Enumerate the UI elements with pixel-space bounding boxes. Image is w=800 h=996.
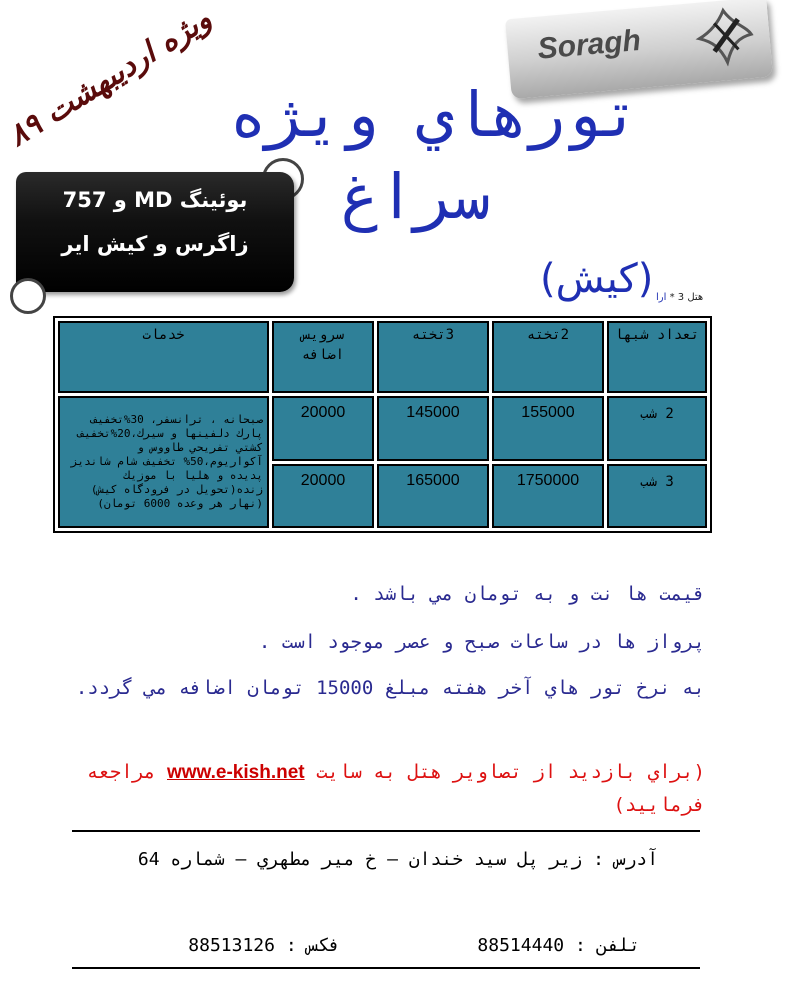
destination-heading: (كيش) (540, 256, 654, 302)
header-three-bed: 3تخته (377, 321, 489, 393)
price-table (53, 316, 712, 533)
airline-info: زاگرس و کیش ایر (61, 232, 249, 256)
header-services: خدمات (58, 321, 269, 393)
phone-label: تلفن : (574, 935, 640, 956)
row-three-bed-price: 145000 (377, 396, 489, 461)
address: آدرس : زير پل سيد خندان – خ مير مطهري – شماره 64 (137, 849, 659, 870)
row-nights: 2 شب (607, 396, 707, 461)
fax-number: 88513126 (188, 935, 275, 956)
row-two-bed-price: 155000 (492, 396, 604, 461)
fax-label: فكس : (285, 935, 340, 956)
table-row (58, 396, 707, 461)
row-two-bed-price: 1750000 (492, 464, 604, 529)
compass-star-icon (693, 4, 758, 69)
hotel-stars: هتل 3 * (669, 292, 704, 303)
hotel-name: ارا (656, 292, 667, 303)
special-offer-banner: ویژه اردیبهشت ۸۹ (2, 1, 218, 154)
footer-divider-top (72, 830, 700, 832)
website-link[interactable]: www.e-kish.net (167, 762, 305, 783)
header-two-bed: 2تخته (492, 321, 604, 393)
page-subtitle: سراغ (340, 160, 490, 233)
row-nights: 3 شب (607, 464, 707, 529)
header-nights: تعداد شبها (607, 321, 707, 393)
note-flights: پرواز ها در ساعات صبح و عصر موجود است . (258, 631, 705, 653)
note-website (75, 756, 705, 821)
hotel-note (656, 292, 703, 303)
header-extra: سرويس اضافه (272, 321, 374, 393)
website-note-end: مراجعه فرماييد) (86, 761, 705, 816)
phone-number: 88514440 (477, 935, 565, 956)
fax (188, 930, 340, 962)
row-extra-price: 20000 (272, 464, 374, 529)
row-three-bed-price: 165000 (377, 464, 489, 529)
row-extra-price: 20000 (272, 396, 374, 461)
aircraft-info: بوئینگ MD و 757 (62, 188, 248, 212)
footer-divider-bottom (72, 967, 700, 969)
logo-text: Soragh (536, 23, 643, 66)
table-header-row (58, 321, 707, 393)
phone (477, 930, 640, 962)
website-note-text: (براي بازديد از تصاوير هتل به سايت (316, 761, 705, 783)
scroll-curl-bottom (10, 278, 46, 314)
services-description: صبحانه ، ترانسفر، 30%تخفيف پارك دلفينها و سيرك،20%تخفيف كشتي تفريحي طاووس و آكواريوم،50% تخفيف شام شانديز پديده و هليا با موزيك زنده(تحويل در فرودگاه كيش) (نهار هر وعده 6000 تومان) (58, 396, 269, 528)
note-prices: قيمت ها نت و به تومان مي باشد . (350, 583, 705, 605)
note-weekend: به نرخ تور هاي آخر هفته مبلغ 15000 تومان اضافه مي گردد. (75, 677, 705, 699)
page-title: تورهاي ويژه (229, 78, 640, 151)
